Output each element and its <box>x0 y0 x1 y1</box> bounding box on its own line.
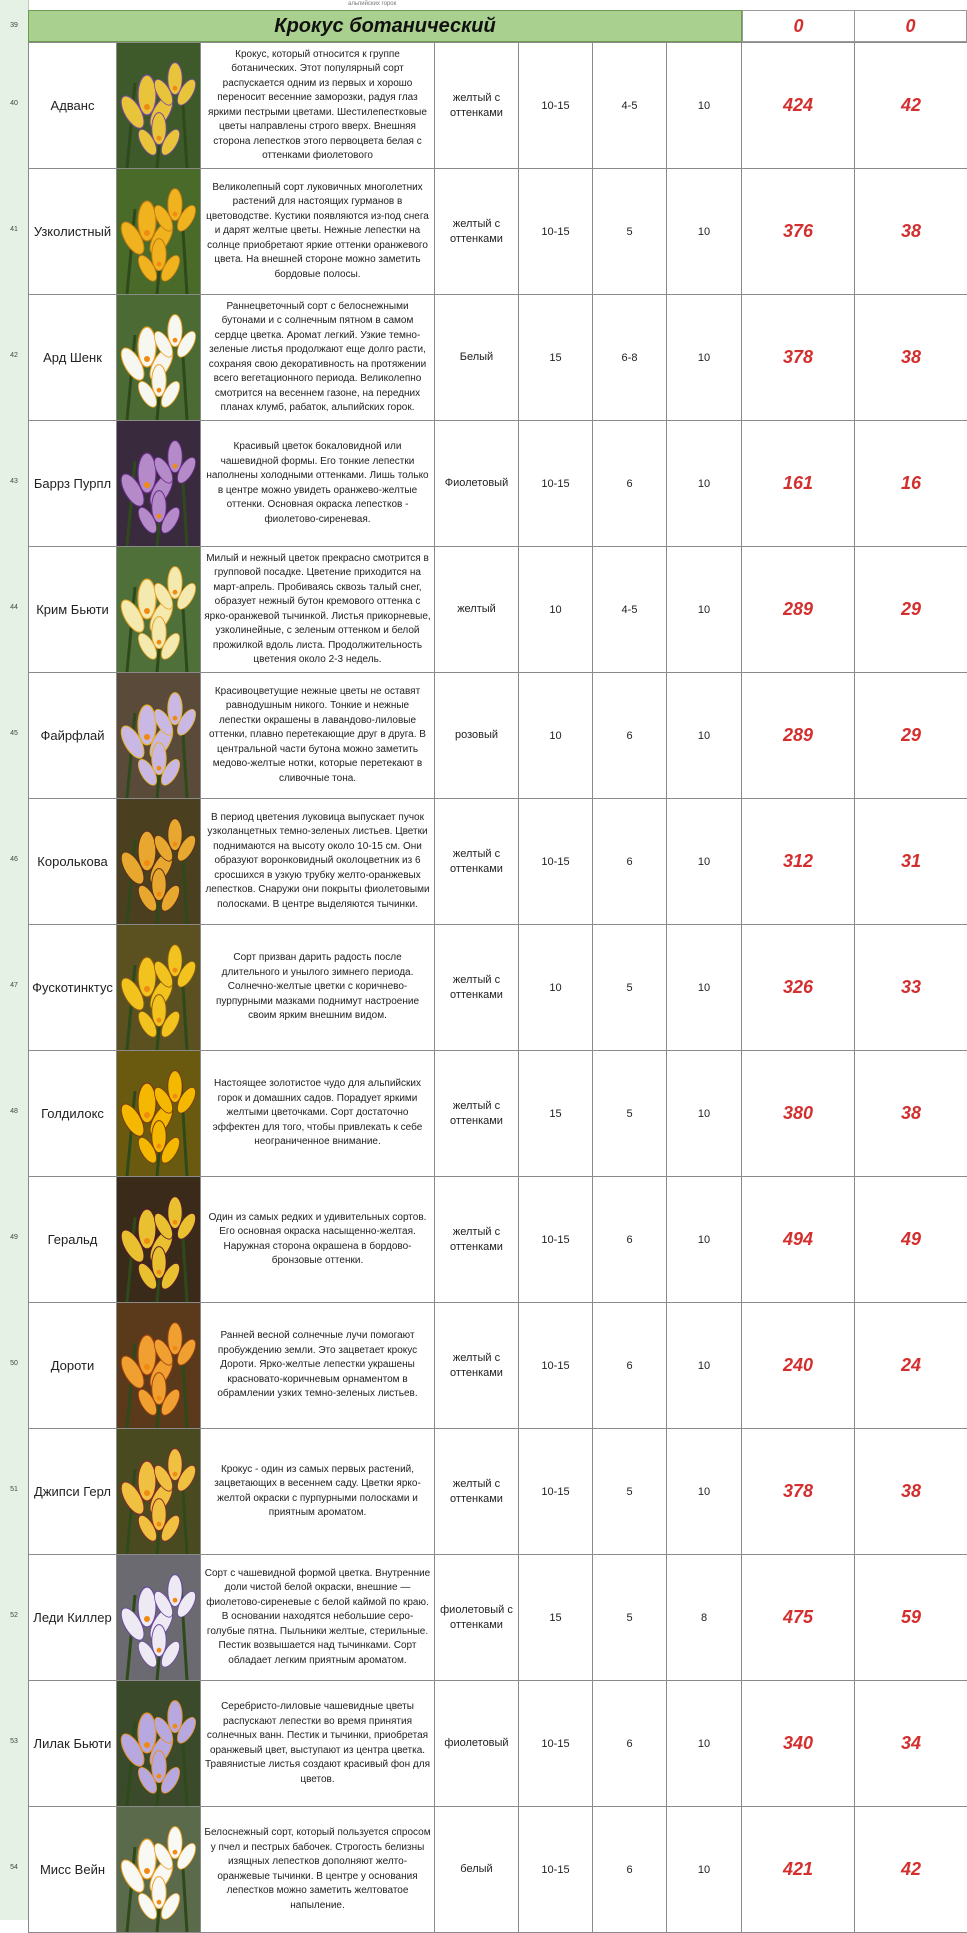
variety-name-cell[interactable]: Файрфлай <box>29 673 117 799</box>
price-per-unit-cell[interactable]: 38 <box>855 295 967 421</box>
row-number: 51 <box>0 1486 28 1493</box>
description-cell[interactable]: В период цветения луковица выпускает пучок узколанцетных темно-зеленых листьев. Цветки поднимаются на высоту около 10-15 см. Они образуют воронковидный околоцветник из 6 сросшихся в узкую трубку желто-оранжевых лепестков. Снаружи они покрыты фиолетовыми полосками. В центре выделяются тычинки. <box>201 799 435 925</box>
quantity-cell[interactable]: 10 <box>667 1807 742 1933</box>
table-row <box>29 1303 967 1429</box>
color-cell[interactable]: желтый с оттенками <box>435 925 519 1051</box>
quantity-cell[interactable]: 10 <box>667 295 742 421</box>
photo-cell[interactable] <box>117 799 201 925</box>
photo-cell[interactable] <box>117 1681 201 1807</box>
row-number: 45 <box>0 730 28 737</box>
table-row <box>29 1681 967 1807</box>
description-cell[interactable]: Крокус - один из самых первых растений, зацветающих в весеннем саду. Цветки ярко-желтой окраски с пурпурными полосками и приятным ароматом. <box>201 1429 435 1555</box>
description-cell[interactable]: Ранней весной солнечные лучи помогают пробуждению земли. Это зацветает крокус Дороти. Ярко-желтые лепестки украшены красновато-коричневым орнаментом в обрамлении узких темно-зеленых листьев. <box>201 1303 435 1429</box>
price-cell[interactable]: 475 <box>742 1555 855 1681</box>
photo-cell[interactable] <box>117 1429 201 1555</box>
height-cell[interactable]: 10-15 <box>519 421 593 547</box>
row-number: 47 <box>0 982 28 989</box>
photo-cell[interactable] <box>117 547 201 673</box>
striped-gold-crocus-icon <box>117 1429 201 1554</box>
table-row <box>29 1807 967 1933</box>
price-per-unit-cell[interactable]: 29 <box>855 547 967 673</box>
price-cell[interactable]: 289 <box>742 673 855 799</box>
quantity-cell[interactable]: 10 <box>667 1681 742 1807</box>
diameter-cell[interactable]: 5 <box>593 1555 667 1681</box>
variety-name-cell[interactable]: Джипси Герл <box>29 1429 117 1555</box>
description-cell[interactable]: Милый и нежный цветок прекрасно смотрится в групповой посадке. Цветение приходится на март-апрель. Пробиваясь сквозь талый снег, образует нежный бутон кремового оттенка с ярко-оранжевой тычинкой. Листья прикорневые, узколинейные, с зеленым оттенком и белой прожилкой вдоль листа. Продолжительность цветения около 2-3 недель. <box>201 547 435 673</box>
diameter-cell[interactable]: 5 <box>593 1051 667 1177</box>
table-row <box>29 1555 967 1681</box>
cream-crocus-icon <box>117 547 201 672</box>
table-row <box>29 295 967 421</box>
photo-cell[interactable] <box>117 1303 201 1429</box>
snow-white-crocus-icon <box>117 1807 201 1932</box>
table-row <box>29 421 967 547</box>
white-crocus-icon <box>117 295 201 420</box>
photo-cell[interactable] <box>117 295 201 421</box>
color-cell[interactable]: желтый с оттенками <box>435 43 519 169</box>
row-number: 40 <box>0 100 28 107</box>
table-row <box>29 799 967 925</box>
photo-cell[interactable] <box>117 169 201 295</box>
table-row <box>29 1177 967 1303</box>
quantity-cell[interactable]: 10 <box>667 43 742 169</box>
table-row <box>29 1051 967 1177</box>
row-number: 54 <box>0 1864 28 1871</box>
burgundy-yellow-crocus-icon <box>117 1177 201 1302</box>
description-cell[interactable]: Настоящее золотистое чудо для альпийских горок и домашних садов. Порадует яркими желтыми цветочками. Сорт достаточно эффектен для того, чтобы привлекать к себе неограниченное внимание. <box>201 1051 435 1177</box>
height-cell[interactable]: 10 <box>519 547 593 673</box>
section-total-2[interactable]: 0 <box>854 10 967 42</box>
quantity-cell[interactable]: 10 <box>667 421 742 547</box>
height-cell[interactable]: 15 <box>519 1555 593 1681</box>
quantity-cell[interactable]: 10 <box>667 1303 742 1429</box>
quantity-cell[interactable]: 10 <box>667 925 742 1051</box>
row-number: 52 <box>0 1612 28 1619</box>
table-row <box>29 1429 967 1555</box>
variety-name-cell[interactable]: Узколистный <box>29 169 117 295</box>
price-cell[interactable]: 240 <box>742 1303 855 1429</box>
color-cell[interactable]: желтый с оттенками <box>435 1051 519 1177</box>
color-cell[interactable]: желтый с оттенками <box>435 799 519 925</box>
photo-cell[interactable] <box>117 925 201 1051</box>
color-cell[interactable]: желтый <box>435 547 519 673</box>
description-cell[interactable]: Белоснежный сорт, который пользуется спросом у пчел и пестрых бабочек. Строгость белизны изящных лепестков дополняют желто-оранжевые тычинки. В центре у основания лепестков можно заметить желтоватое напыление. <box>201 1807 435 1933</box>
price-per-unit-cell[interactable]: 59 <box>855 1555 967 1681</box>
height-cell[interactable]: 10 <box>519 925 593 1051</box>
price-cell[interactable]: 312 <box>742 799 855 925</box>
price-per-unit-cell[interactable]: 33 <box>855 925 967 1051</box>
price-per-unit-cell[interactable]: 24 <box>855 1303 967 1429</box>
description-cell[interactable]: Красивоцветущие нежные цветы не оставят равнодушным никого. Тонкие и нежные лепестки окрашены в лавандово-лиловые оттенки, плавно перетекающие друг в друга. В центральной части бутона можно заметить медово-желтые нотки, которые перетекают в сливочные тона. <box>201 673 435 799</box>
variety-name-cell[interactable]: Баррз Пурпл <box>29 421 117 547</box>
previous-row-text: альпийских горок <box>348 1 396 7</box>
diameter-cell[interactable]: 4-5 <box>593 547 667 673</box>
description-cell[interactable]: Один из самых редких и удивительных сортов. Его основная окраска насыщенно-желтая. Наружная сторона окрашена в бордово-бронзовые оттенки. <box>201 1177 435 1303</box>
variety-name-cell[interactable]: Дороти <box>29 1303 117 1429</box>
price-per-unit-cell[interactable]: 42 <box>855 43 967 169</box>
price-cell[interactable]: 378 <box>742 1429 855 1555</box>
lilac-beauty-crocus-icon <box>117 1681 201 1806</box>
price-cell[interactable]: 376 <box>742 169 855 295</box>
description-cell[interactable]: Красивый цветок бокаловидной или чашевидной формы. Его тонкие лепестки наполнены холодными оттенками. Лишь только в центре можно увидеть оранжево-желтые оттенки. Основная окраска лепестков - фиолетово-сиреневая. <box>201 421 435 547</box>
row-number: 39 <box>0 22 28 29</box>
section-title[interactable]: Крокус ботанический <box>28 10 742 42</box>
variety-name-cell[interactable]: Голдилокс <box>29 1051 117 1177</box>
row-number: 46 <box>0 856 28 863</box>
color-cell[interactable]: желтый с оттенками <box>435 1177 519 1303</box>
variety-name-cell[interactable]: Адванс <box>29 43 117 169</box>
row-number: 41 <box>0 226 28 233</box>
price-per-unit-cell[interactable]: 34 <box>855 1681 967 1807</box>
color-cell[interactable]: розовый <box>435 673 519 799</box>
row-number: 42 <box>0 352 28 359</box>
color-cell[interactable]: желтый с оттенками <box>435 1429 519 1555</box>
photo-cell[interactable] <box>117 421 201 547</box>
quantity-cell[interactable]: 10 <box>667 169 742 295</box>
row-number: 44 <box>0 604 28 611</box>
diameter-cell[interactable]: 4-5 <box>593 43 667 169</box>
height-cell[interactable]: 10-15 <box>519 169 593 295</box>
row-number: 50 <box>0 1360 28 1367</box>
description-cell[interactable]: Сорт с чашевидной формой цветка. Внутренние доли чистой белой окраски, внешние — фиолетово-сиреневые с белой каймой по краю. В основании находятся небольшие серо-голубые пятна. Пыльники желтые, стерильные. Пестик возвышается над тычинками. Сорт обладает легким приятным ароматом. <box>201 1555 435 1681</box>
price-cell[interactable]: 380 <box>742 1051 855 1177</box>
variety-name-cell[interactable]: Фускотинктус <box>29 925 117 1051</box>
row-number: 53 <box>0 1738 28 1745</box>
color-cell[interactable]: белый <box>435 1807 519 1933</box>
price-per-unit-cell[interactable]: 49 <box>855 1177 967 1303</box>
price-cell[interactable]: 326 <box>742 925 855 1051</box>
variety-name-cell[interactable]: Мисс Вейн <box>29 1807 117 1933</box>
diameter-cell[interactable]: 5 <box>593 925 667 1051</box>
yellow-crocus-icon <box>117 169 201 294</box>
quantity-cell[interactable]: 10 <box>667 799 742 925</box>
photo-cell[interactable] <box>117 43 201 169</box>
quantity-cell[interactable]: 10 <box>667 1429 742 1555</box>
section-header-row <box>28 10 967 42</box>
diameter-cell[interactable]: 5 <box>593 1429 667 1555</box>
row-number: 43 <box>0 478 28 485</box>
orange-crocus-icon <box>117 1303 201 1428</box>
height-cell[interactable]: 10-15 <box>519 1303 593 1429</box>
section-total-1[interactable]: 0 <box>742 10 855 42</box>
golden-crocus-icon <box>117 925 201 1050</box>
price-per-unit-cell[interactable]: 29 <box>855 673 967 799</box>
table-row <box>29 673 967 799</box>
diameter-cell[interactable]: 6 <box>593 1177 667 1303</box>
variety-table <box>28 42 967 1933</box>
price-cell[interactable]: 424 <box>742 43 855 169</box>
description-cell[interactable]: Серебристо-лиловые чашевидные цветы распускают лепестки во время принятия солнечных ванн. Пестик и тычинки, приобретая оранжевый цвет, выступают из центра цветка. Травянистые листья создают красивый фон для цветов. <box>201 1681 435 1807</box>
diameter-cell[interactable]: 5 <box>593 169 667 295</box>
photo-cell[interactable] <box>117 1555 201 1681</box>
variety-name-cell[interactable]: Геральд <box>29 1177 117 1303</box>
color-cell[interactable]: фиолетовый с оттенками <box>435 1555 519 1681</box>
price-cell[interactable]: 421 <box>742 1807 855 1933</box>
color-cell[interactable]: Фиолетовый <box>435 421 519 547</box>
height-cell[interactable]: 10-15 <box>519 1429 593 1555</box>
diameter-cell[interactable]: 6-8 <box>593 295 667 421</box>
price-cell[interactable]: 161 <box>742 421 855 547</box>
striped-yellow-crocus-icon <box>117 799 201 924</box>
height-cell[interactable]: 10-15 <box>519 43 593 169</box>
price-cell[interactable]: 340 <box>742 1681 855 1807</box>
height-cell[interactable]: 10-15 <box>519 1807 593 1933</box>
description-cell[interactable]: Крокус, который относится к группе ботанических. Этот популярный сорт распускается одним из первых и хорошо переносит весенние заморозки, радуя глаз яркими пестрыми цветами. Шестилепестковые цветы направлены строго вверх. Внешняя сторона лепестков этого первоцвета белая с оттенками фиолетового <box>201 43 435 169</box>
price-cell[interactable]: 289 <box>742 547 855 673</box>
color-cell[interactable]: желтый с оттенками <box>435 1303 519 1429</box>
diameter-cell[interactable]: 6 <box>593 1303 667 1429</box>
quantity-cell[interactable]: 10 <box>667 1177 742 1303</box>
quantity-cell[interactable]: 10 <box>667 673 742 799</box>
table-row <box>29 547 967 673</box>
white-violet-crocus-icon <box>117 1555 201 1680</box>
diameter-cell[interactable]: 6 <box>593 799 667 925</box>
height-cell[interactable]: 10-15 <box>519 1681 593 1807</box>
photo-cell[interactable] <box>117 673 201 799</box>
photo-cell[interactable] <box>117 1807 201 1933</box>
color-cell[interactable]: фиолетовый <box>435 1681 519 1807</box>
description-cell[interactable]: Великолепный сорт луковичных многолетних растений для настоящих гурманов в цветоводстве. Кустики появляются из-под снега и дарят желтые цветы. Нежные лепестки на солнце приобретают яркие оттенки оранжевого цвета. На внешней стороне можно заметить бордовые полосы. <box>201 169 435 295</box>
height-cell[interactable]: 15 <box>519 295 593 421</box>
row-number: 48 <box>0 1108 28 1115</box>
price-per-unit-cell[interactable]: 16 <box>855 421 967 547</box>
row-number-column <box>0 0 29 1920</box>
yellow-purple-crocus-icon <box>117 43 201 168</box>
height-cell[interactable]: 10 <box>519 673 593 799</box>
description-cell[interactable]: Раннецветочный сорт с белоснежными бутонами и с солнечным пятном в самом сердце цветка. Аромат легкий. Узкие темно-зеленые листья продолжают еще долго расти, сохраняя свою декоративность на протяжении всего вегетационного периода. Великолепно смотрится на весеннем газоне, на передних планах клумб, рабаток, альпийских горок. <box>201 295 435 421</box>
diameter-cell[interactable]: 6 <box>593 673 667 799</box>
price-cell[interactable]: 494 <box>742 1177 855 1303</box>
variety-name-cell[interactable]: Королькова <box>29 799 117 925</box>
price-per-unit-cell[interactable]: 38 <box>855 169 967 295</box>
diameter-cell[interactable]: 6 <box>593 1681 667 1807</box>
price-cell[interactable]: 378 <box>742 295 855 421</box>
variety-name-cell[interactable]: Ард Шенк <box>29 295 117 421</box>
photo-cell[interactable] <box>117 1051 201 1177</box>
price-per-unit-cell[interactable]: 31 <box>855 799 967 925</box>
diameter-cell[interactable]: 6 <box>593 1807 667 1933</box>
table-row <box>29 169 967 295</box>
purple-crocus-icon <box>117 421 201 546</box>
price-per-unit-cell[interactable]: 42 <box>855 1807 967 1933</box>
height-cell[interactable]: 10-15 <box>519 1177 593 1303</box>
diameter-cell[interactable]: 6 <box>593 421 667 547</box>
description-cell[interactable]: Сорт призван дарить радость после длительного и унылого зимнего периода. Солнечно-желтые цветки с коричнево-пурпурными мазками поднимут настроение своим ярким внешним видом. <box>201 925 435 1051</box>
color-cell[interactable]: желтый с оттенками <box>435 169 519 295</box>
height-cell[interactable]: 10-15 <box>519 799 593 925</box>
color-cell[interactable]: Белый <box>435 295 519 421</box>
row-number: 49 <box>0 1234 28 1241</box>
price-per-unit-cell[interactable]: 38 <box>855 1429 967 1555</box>
quantity-cell[interactable]: 10 <box>667 547 742 673</box>
variety-name-cell[interactable]: Крим Бьюти <box>29 547 117 673</box>
height-cell[interactable]: 15 <box>519 1051 593 1177</box>
table-row <box>29 43 967 169</box>
variety-name-cell[interactable]: Леди Киллер <box>29 1555 117 1681</box>
lilac-crocus-icon <box>117 673 201 798</box>
goldilocks-crocus-icon <box>117 1051 201 1176</box>
quantity-cell[interactable]: 8 <box>667 1555 742 1681</box>
photo-cell[interactable] <box>117 1177 201 1303</box>
variety-name-cell[interactable]: Лилак Бьюти <box>29 1681 117 1807</box>
quantity-cell[interactable]: 10 <box>667 1051 742 1177</box>
price-per-unit-cell[interactable]: 38 <box>855 1051 967 1177</box>
table-row <box>29 925 967 1051</box>
